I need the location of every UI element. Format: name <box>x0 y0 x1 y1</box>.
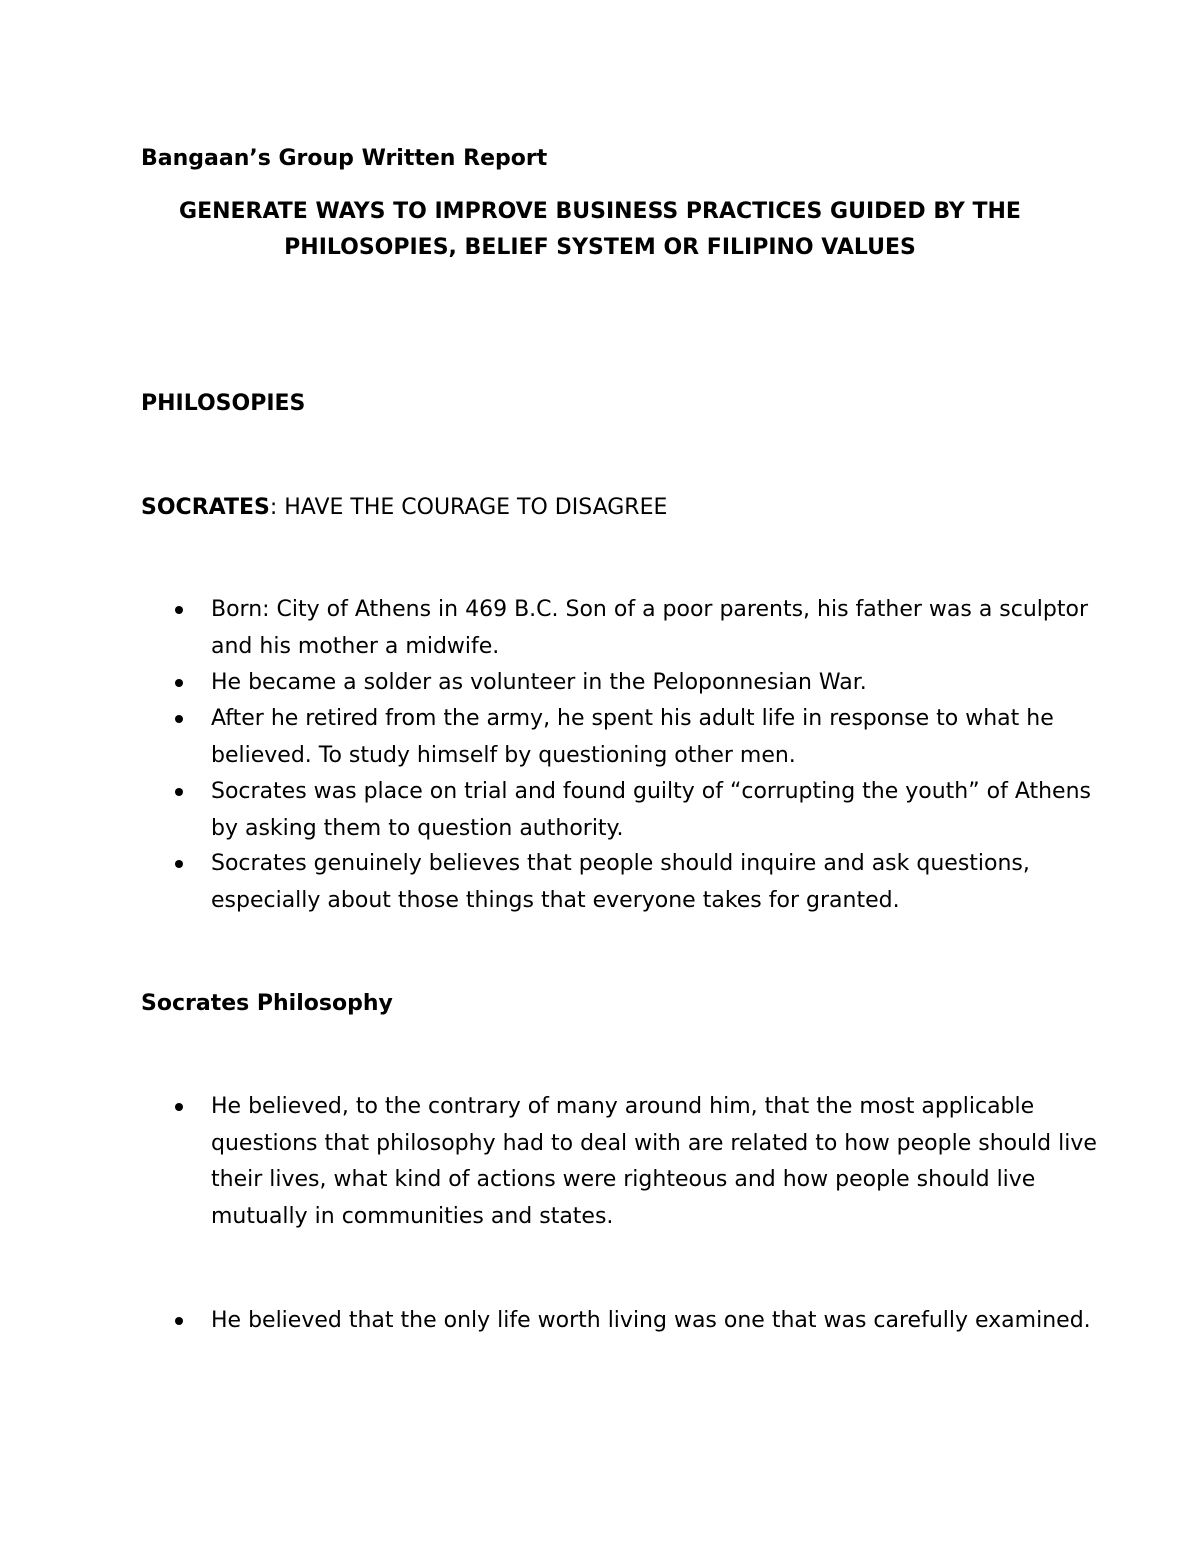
socrates-philosophy-heading: Socrates Philosophy <box>141 991 393 1016</box>
list-item <box>211 1303 1111 1340</box>
list-item <box>211 1089 1111 1235</box>
bullet-text: He became a solder as volunteer in the Peloponnesian War. <box>211 670 867 695</box>
bullet-text: Socrates genuinely believes that people should inquire and ask questions, especially about those things that everyone takes for granted. <box>211 851 1030 913</box>
main-title-line-1: GENERATE WAYS TO IMPROVE BUSINESS PRACTICES GUIDED BY THE <box>179 199 1021 224</box>
bullet-text: He believed that the only life worth living was one that was carefully examined. <box>211 1308 1091 1333</box>
bullet-text: Socrates was place on trial and found guilty of “corrupting the youth” of Athens by asking them to question authority. <box>211 779 1091 841</box>
bullet-text: After he retired from the army, he spent his adult life in response to what he believed. To study himself by questioning other men. <box>211 706 1054 768</box>
report-title: Bangaan’s Group Written Report <box>141 146 548 171</box>
main-title-line-2: PHILOSOPIES, BELIEF SYSTEM OR FILIPINO VALUES <box>284 235 916 260</box>
bullet-text: He believed, to the contrary of many around him, that the most applicable questions that philosophy had to deal with are related to how people should live their lives, what kind of actions were righteous and how people should live mutually in communities and states. <box>211 1094 1097 1229</box>
section-heading-philosopies: PHILOSOPIES <box>141 391 306 416</box>
socrates-colon: : <box>269 495 278 520</box>
socrates-motto: HAVE THE COURAGE TO DISAGREE <box>277 495 668 520</box>
bullet-text: Born: City of Athens in 469 B.C. Son of a poor parents, his father was a sculptor and his mother a midwife. <box>211 597 1089 659</box>
socrates-label: SOCRATES <box>141 495 270 520</box>
